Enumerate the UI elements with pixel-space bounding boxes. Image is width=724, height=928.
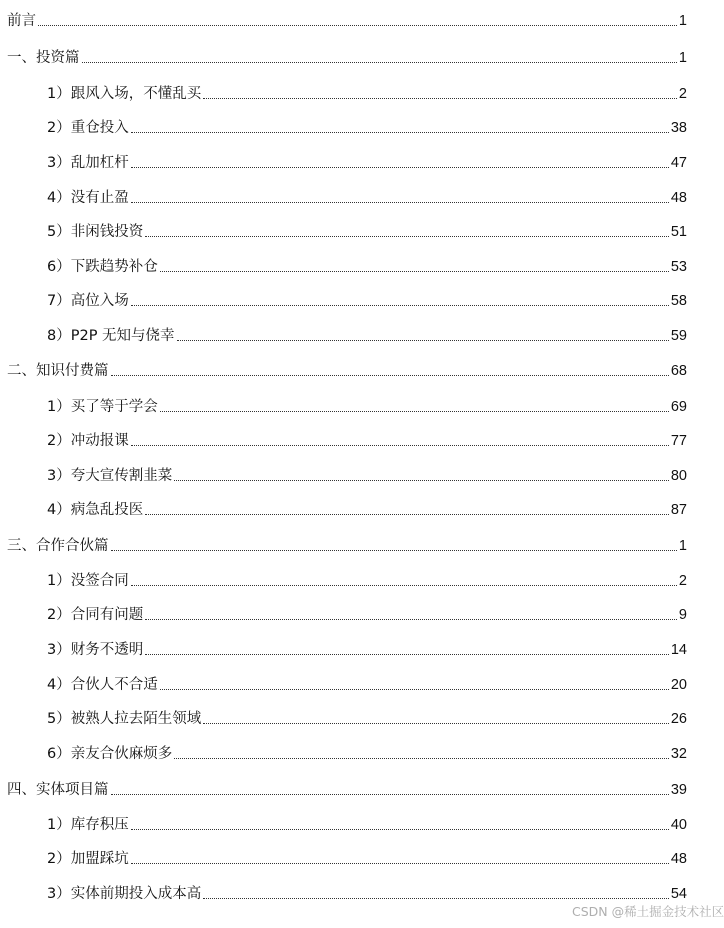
toc-page-number: 1 bbox=[678, 13, 687, 29]
dot-leader bbox=[174, 757, 669, 759]
toc-page-number: 47 bbox=[670, 155, 687, 171]
dot-leader bbox=[131, 444, 669, 446]
dot-leader bbox=[131, 131, 669, 133]
toc-entry[interactable] bbox=[0, 254, 700, 276]
toc-entry[interactable] bbox=[0, 463, 700, 485]
toc-entry-label: 前言 bbox=[7, 13, 36, 29]
dot-leader bbox=[131, 828, 669, 830]
toc-entry[interactable] bbox=[0, 358, 700, 380]
toc-entry-label: 6）亲友合伙麻烦多 bbox=[47, 746, 173, 762]
toc-entry[interactable] bbox=[0, 568, 700, 590]
dot-leader bbox=[131, 584, 677, 586]
toc-entry-label: 4）没有止盈 bbox=[47, 190, 129, 206]
dot-leader bbox=[160, 410, 669, 412]
toc-entry[interactable] bbox=[0, 323, 700, 345]
toc-entry-label: 二、知识付费篇 bbox=[7, 363, 109, 379]
toc-entry-label: 7）高位入场 bbox=[47, 293, 129, 309]
toc-entry[interactable] bbox=[0, 497, 700, 519]
toc-entry[interactable] bbox=[0, 219, 700, 241]
toc-page-number: 48 bbox=[670, 190, 687, 206]
toc-entry[interactable] bbox=[0, 394, 700, 416]
toc-entry-label: 2）冲动报课 bbox=[47, 433, 129, 449]
toc-entry-label: 1）跟风入场，不懂乱买 bbox=[47, 86, 202, 102]
toc-page-number: 77 bbox=[670, 433, 687, 449]
toc-entry[interactable] bbox=[0, 150, 700, 172]
toc-entry-label: 2）重仓投入 bbox=[47, 120, 129, 136]
toc-entry-label: 2）加盟踩坑 bbox=[47, 851, 129, 867]
toc-page-number: 26 bbox=[670, 711, 687, 727]
dot-leader bbox=[145, 653, 669, 655]
toc-entry-label: 1）没签合同 bbox=[47, 573, 129, 589]
toc-page-number: 39 bbox=[670, 782, 687, 798]
toc-entry-label: 一、投资篇 bbox=[7, 50, 80, 66]
watermark: CSDN @稀土掘金技术社区 bbox=[572, 904, 724, 919]
toc-page-number: 80 bbox=[670, 468, 687, 484]
toc-page-number: 9 bbox=[678, 607, 687, 623]
dot-leader bbox=[111, 374, 669, 376]
dot-leader bbox=[160, 688, 669, 690]
toc-entry[interactable] bbox=[0, 533, 700, 555]
toc-entry[interactable] bbox=[0, 428, 700, 450]
toc-entry[interactable] bbox=[0, 777, 700, 799]
toc-page-number: 54 bbox=[670, 886, 687, 902]
toc-entry-label: 3）乱加杠杆 bbox=[47, 155, 129, 171]
toc-page-number: 48 bbox=[670, 851, 687, 867]
toc-entry[interactable] bbox=[0, 812, 700, 834]
toc-page-number: 51 bbox=[670, 224, 687, 240]
toc-entry-label: 3）夸大宣传割韭菜 bbox=[47, 468, 173, 484]
dot-leader bbox=[82, 61, 677, 63]
toc-page-number: 59 bbox=[670, 328, 687, 344]
toc-entry-label: 8）P2P 无知与侥幸 bbox=[47, 328, 175, 344]
toc-page-number: 53 bbox=[670, 259, 687, 275]
dot-leader bbox=[177, 339, 669, 341]
toc-entry-label: 4）病急乱投医 bbox=[47, 502, 144, 518]
dot-leader bbox=[38, 24, 677, 26]
toc-page-number: 1 bbox=[678, 538, 687, 554]
toc-page-number: 1 bbox=[678, 50, 687, 66]
toc-entry-label: 6）下跌趋势补仓 bbox=[47, 259, 158, 275]
toc-page-number: 2 bbox=[678, 86, 687, 102]
dot-leader bbox=[131, 862, 669, 864]
toc-page-number: 14 bbox=[670, 642, 687, 658]
toc-entry[interactable] bbox=[0, 45, 700, 67]
toc-entry[interactable] bbox=[0, 288, 700, 310]
dot-leader bbox=[111, 549, 677, 551]
toc-entry-label: 三、合作合伙篇 bbox=[7, 538, 109, 554]
dot-leader bbox=[131, 304, 669, 306]
toc-entry-label: 3）实体前期投入成本高 bbox=[47, 886, 202, 902]
toc-entry[interactable] bbox=[0, 637, 700, 659]
toc-entry-label: 2）合同有问题 bbox=[47, 607, 144, 623]
toc-entry-label: 四、实体项目篇 bbox=[7, 782, 109, 798]
toc-entry[interactable] bbox=[0, 115, 700, 137]
dot-leader bbox=[111, 793, 669, 795]
toc-entry-label: 5）被熟人拉去陌生领域 bbox=[47, 711, 202, 727]
toc-entry[interactable] bbox=[0, 8, 700, 30]
toc-entry[interactable] bbox=[0, 672, 700, 694]
toc-entry[interactable] bbox=[0, 81, 700, 103]
toc-page-number: 38 bbox=[670, 120, 687, 136]
dot-leader bbox=[145, 513, 669, 515]
toc-entry-label: 4）合伙人不合适 bbox=[47, 677, 158, 693]
dot-leader bbox=[203, 722, 669, 724]
toc-page-number: 32 bbox=[670, 746, 687, 762]
toc-page-number: 87 bbox=[670, 502, 687, 518]
toc-entry-label: 1）买了等于学会 bbox=[47, 399, 158, 415]
dot-leader bbox=[131, 166, 669, 168]
toc-entry[interactable] bbox=[0, 602, 700, 624]
toc-page-number: 58 bbox=[670, 293, 687, 309]
toc-entry-label: 1）库存积压 bbox=[47, 817, 129, 833]
toc-page-number: 40 bbox=[670, 817, 687, 833]
dot-leader bbox=[174, 479, 669, 481]
toc-entry[interactable] bbox=[0, 741, 700, 763]
toc-page-number: 2 bbox=[678, 573, 687, 589]
dot-leader bbox=[145, 235, 669, 237]
toc-entry[interactable] bbox=[0, 881, 700, 903]
dot-leader bbox=[145, 618, 677, 620]
dot-leader bbox=[131, 201, 669, 203]
toc-page-number: 69 bbox=[670, 399, 687, 415]
dot-leader bbox=[160, 270, 669, 272]
toc-entry-label: 5）非闲钱投资 bbox=[47, 224, 144, 240]
dot-leader bbox=[203, 897, 669, 899]
toc-entry[interactable] bbox=[0, 706, 700, 728]
toc-page-number: 20 bbox=[670, 677, 687, 693]
toc-entry[interactable] bbox=[0, 185, 700, 207]
toc-page-number: 68 bbox=[670, 363, 687, 379]
toc-entry-label: 3）财务不透明 bbox=[47, 642, 144, 658]
dot-leader bbox=[203, 97, 677, 99]
toc-entry[interactable] bbox=[0, 846, 700, 868]
